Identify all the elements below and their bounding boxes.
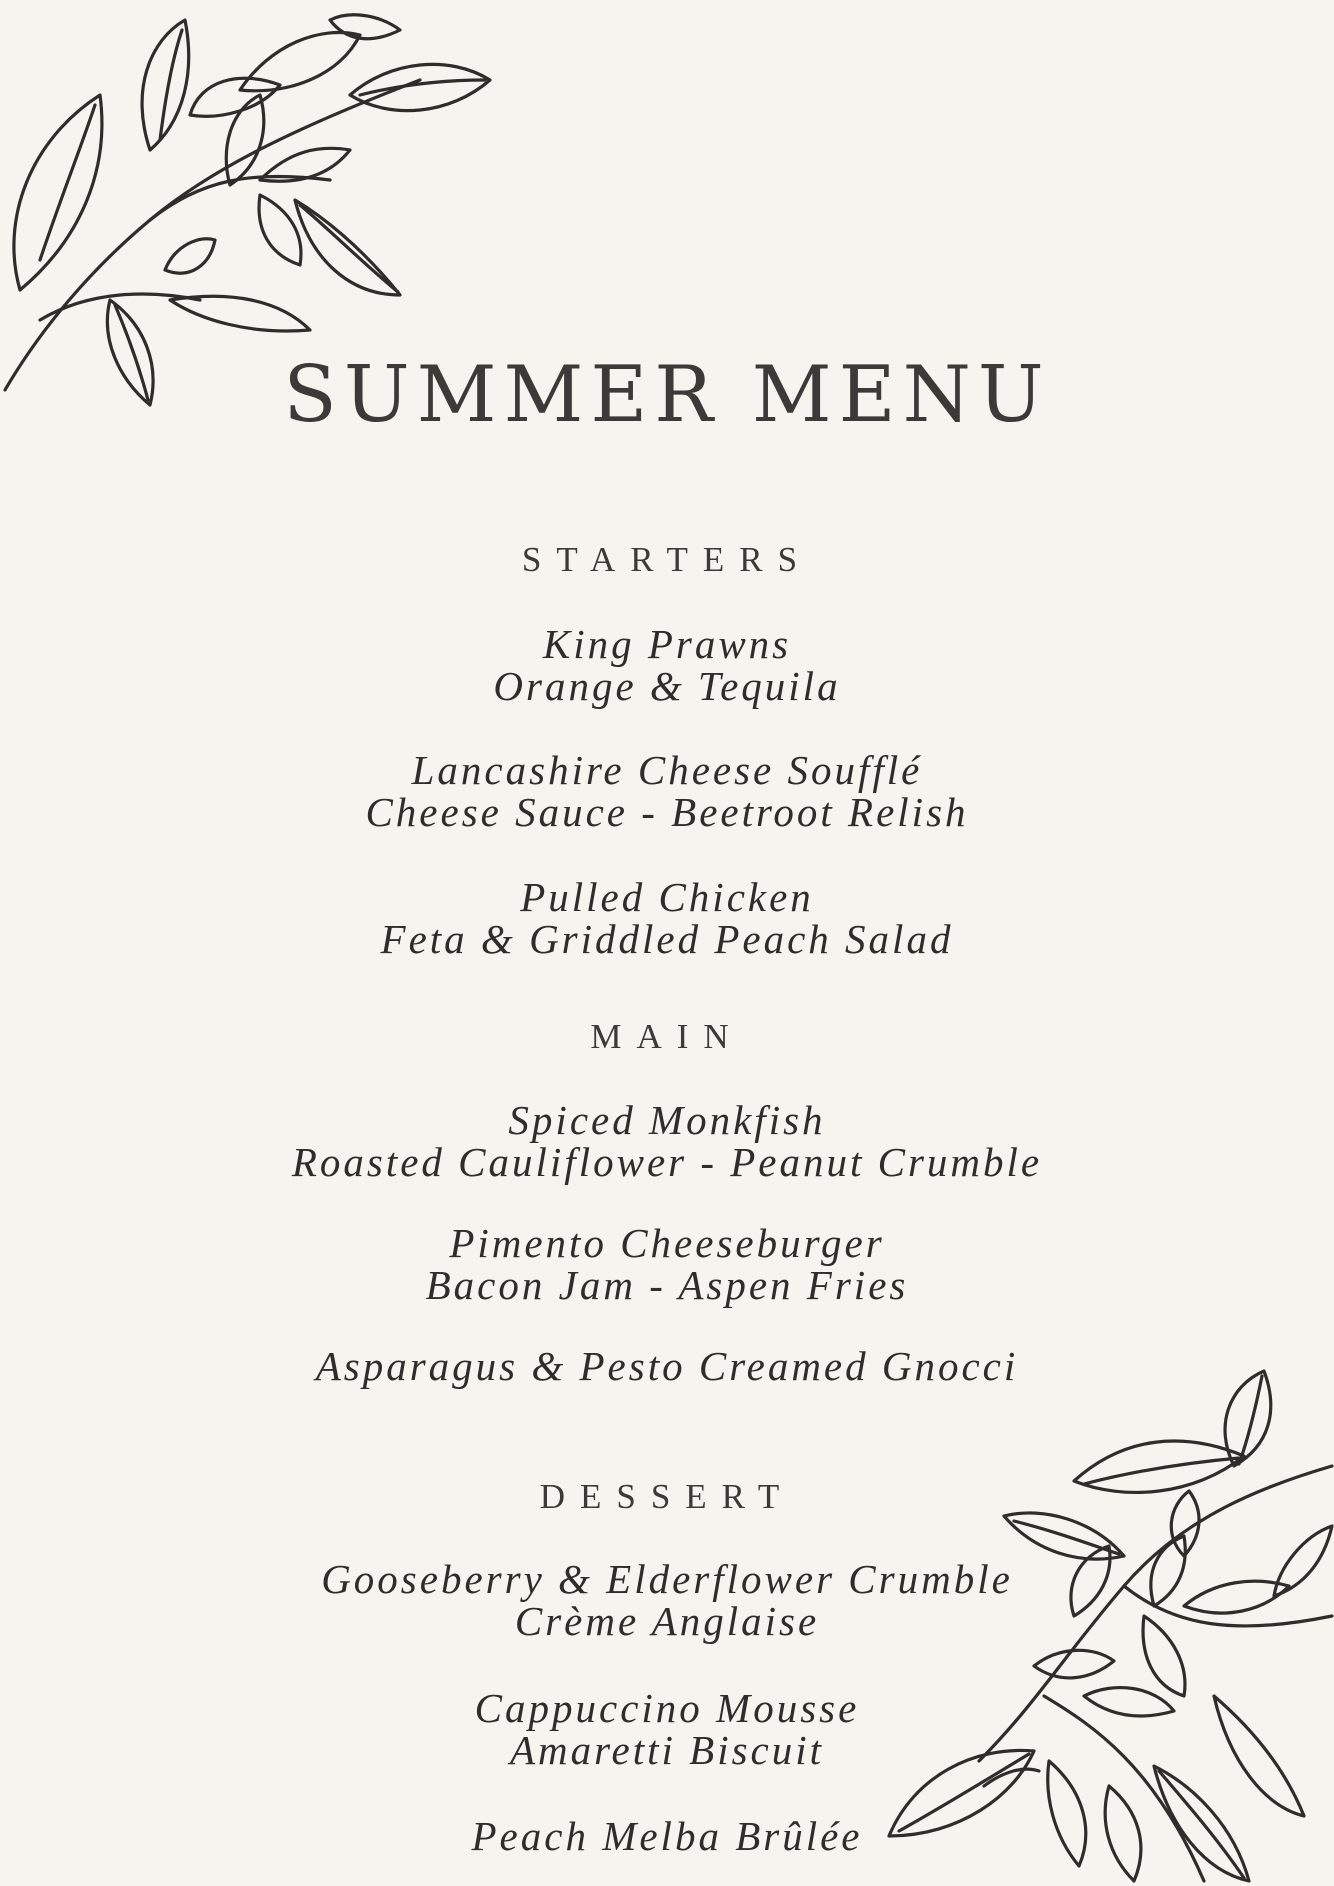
- dish-spiced-monkfish: [0, 1099, 1334, 1183]
- dish-gooseberry-crumble: [0, 1558, 1334, 1642]
- dish-name: King Prawns: [542, 621, 792, 667]
- dish-king-prawns: [0, 623, 1334, 707]
- section-heading-dessert: DESSERT: [539, 1477, 795, 1516]
- dish-name: Spiced Monkfish: [508, 1097, 826, 1143]
- dish-asparagus-gnocci: [0, 1345, 1334, 1387]
- dish-name: Pulled Chicken: [520, 874, 814, 920]
- dish-pulled-chicken: [0, 876, 1334, 960]
- dish-detail: Crème Anglaise: [514, 1598, 820, 1644]
- dish-name: Gooseberry & Elderflower Crumble: [321, 1556, 1013, 1602]
- dish-cappuccino-mousse: [0, 1687, 1334, 1771]
- dish-name: Peach Melba Brûlée: [471, 1813, 863, 1859]
- dish-detail: Roasted Cauliflower - Peanut Crumble: [291, 1139, 1043, 1185]
- dish-name: Pimento Cheeseburger: [449, 1220, 885, 1266]
- dish-name: Lancashire Cheese Soufflé: [411, 747, 923, 793]
- dish-detail: Orange & Tequila: [493, 663, 841, 709]
- dish-pimento-cheeseburger: [0, 1222, 1334, 1306]
- dish-cheese-souffle: [0, 749, 1334, 833]
- dish-detail: Feta & Griddled Peach Salad: [380, 916, 954, 962]
- dish-detail: Amaretti Biscuit: [509, 1727, 825, 1773]
- menu-title: SUMMER MENU: [283, 350, 1051, 440]
- section-heading-starters: STARTERS: [521, 540, 813, 579]
- dish-name: Cappuccino Mousse: [474, 1685, 860, 1731]
- dish-detail: Bacon Jam - Aspen Fries: [425, 1262, 909, 1308]
- dish-detail: Cheese Sauce - Beetroot Relish: [365, 789, 969, 835]
- section-heading-main: MAIN: [590, 1017, 744, 1056]
- dish-peach-melba: [0, 1815, 1334, 1857]
- dish-name: Asparagus & Pesto Creamed Gnocci: [315, 1343, 1019, 1389]
